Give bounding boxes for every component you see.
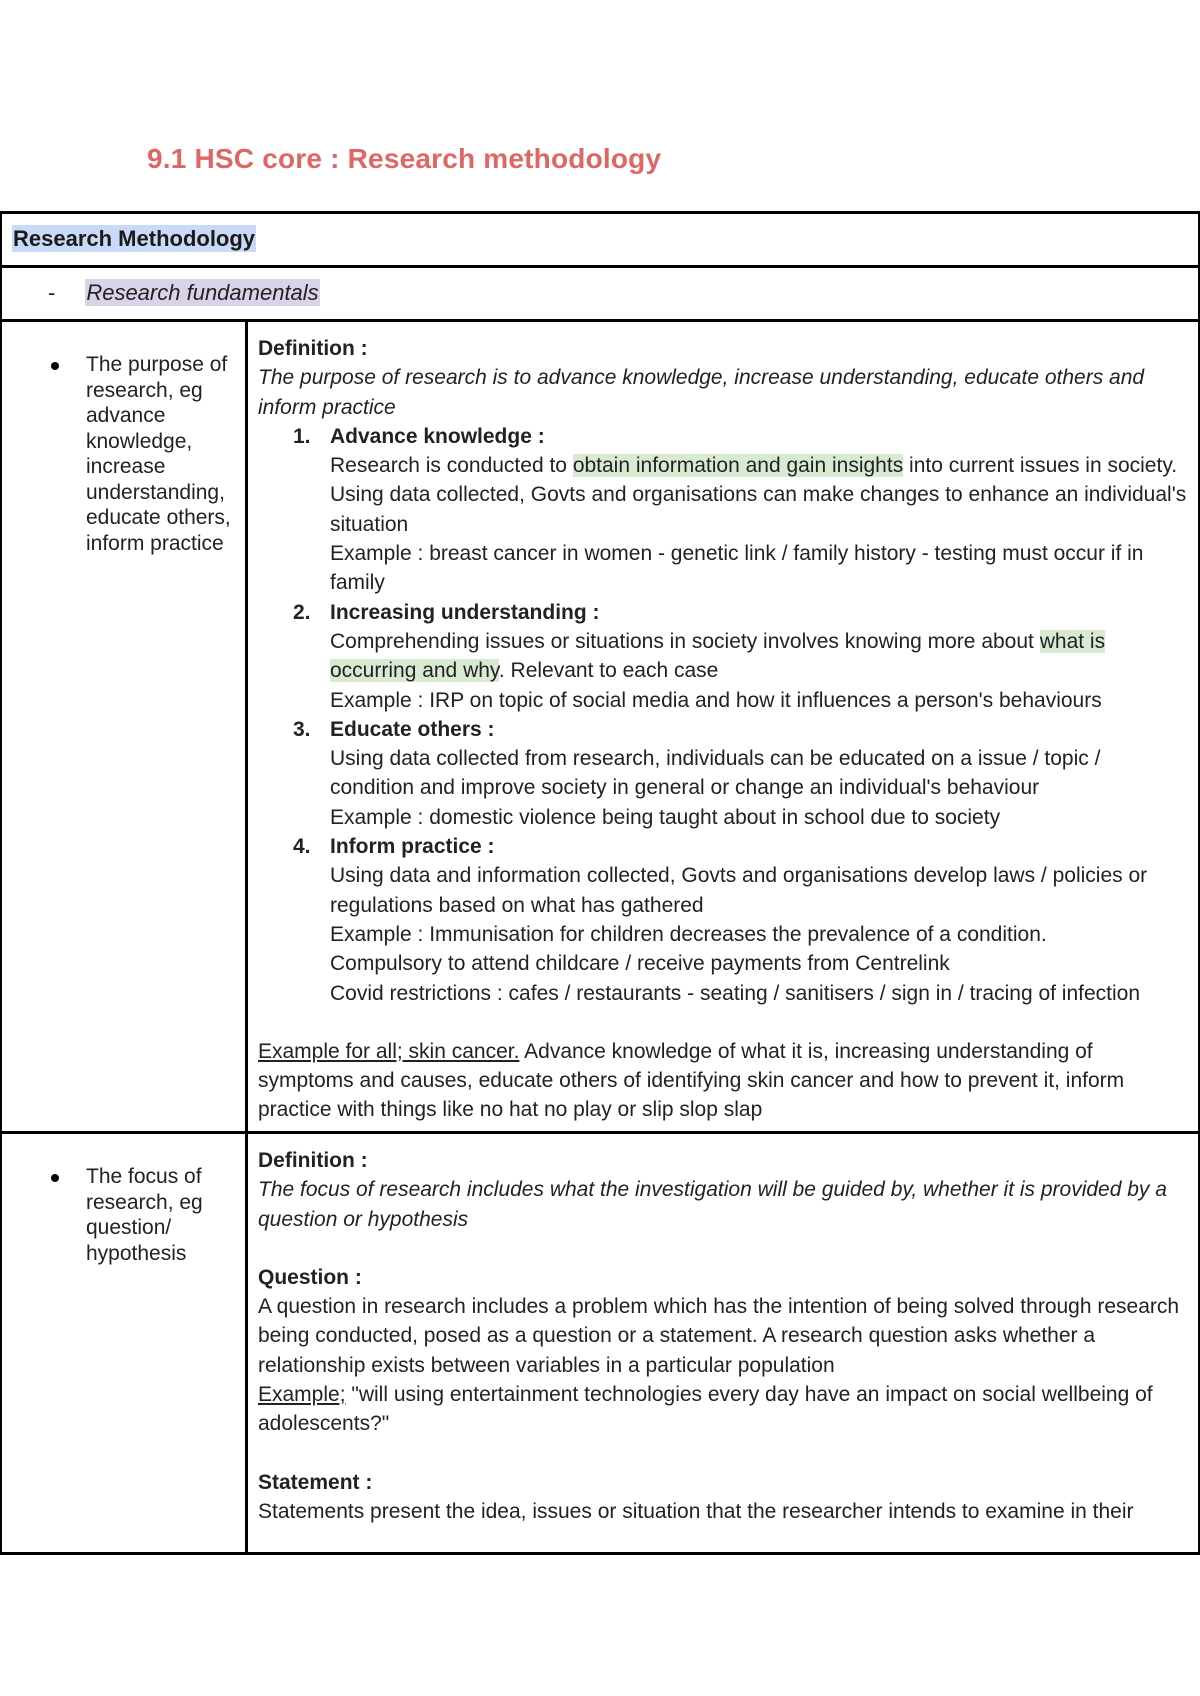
item-number: 3.	[293, 717, 311, 741]
section-heading: Research Methodology	[13, 226, 256, 251]
notes-table	[0, 211, 1200, 1555]
focus-notes-cell	[248, 1134, 1198, 1552]
item-text-pre: Comprehending issues or situations in society involves knowing more about	[330, 629, 1040, 653]
item-text-post: . Relevant to each case	[498, 659, 719, 683]
spacer	[258, 1439, 1188, 1468]
item-number: 1.	[293, 424, 311, 448]
item-example: Example : domestic violence being taught about in school due to society	[330, 805, 1001, 829]
question-example	[258, 1380, 1188, 1439]
purpose-topic-cell	[2, 322, 248, 1131]
list-item	[293, 715, 1188, 832]
definition-label: Definition :	[258, 1149, 368, 1172]
item-text-pre: Research is conducted to	[330, 454, 573, 478]
definition-label: Definition :	[258, 337, 368, 360]
question-label: Question :	[258, 1265, 362, 1289]
item-text: Using data and information collected, Govts and organisations develop laws / policies or regulations based on what has gathered	[330, 864, 1148, 917]
item-extra: Compulsory to attend childcare / receive payments from Centrelink	[330, 952, 950, 976]
subheading-row	[2, 268, 1198, 322]
example-for-all-text: Advance knowledge of what it is, increasing understanding of symptoms and causes, educate others of identifying skin cancer and how to prevent it, inform practice with things like no hat no play or slip slop slap	[258, 1039, 1125, 1122]
purpose-points-list	[258, 422, 1188, 1008]
list-item	[293, 832, 1188, 1008]
focus-topic: The focus of research, eg question/ hypothesis	[86, 1165, 203, 1265]
page-title: 9.1 HSC core : Research methodology	[147, 143, 662, 174]
item-extra: Covid restrictions : cafes / restaurants - seating / sanitisers / sign in / tracing of infection	[330, 981, 1141, 1005]
item-label: Increasing understanding :	[330, 600, 600, 624]
purpose-row	[2, 322, 1198, 1134]
focus-topic-cell	[2, 1134, 248, 1552]
item-text	[330, 451, 1188, 539]
item-number: 2.	[293, 600, 311, 624]
item-label: Educate others :	[330, 717, 495, 741]
highlighted-phrase: what is occurring and why	[330, 629, 1106, 683]
highlighted-phrase: obtain information and gain insights	[572, 454, 904, 478]
dash-bullet: -	[48, 280, 56, 305]
spacer	[258, 1234, 1188, 1263]
item-label: Advance knowledge :	[330, 424, 545, 448]
item-example: Example : Immunisation for children decreases the prevalence of a condition.	[330, 922, 1047, 946]
item-example: Example : IRP on topic of social media and how it influences a person's behaviours	[330, 688, 1102, 712]
example-for-all-label: Example for all; skin cancer.	[258, 1039, 520, 1063]
question-text: A question in research includes a problem which has the intention of being solved through research being conducted, posed as a question or a statement. A research question asks whether a relationship exists between variables in a particular population	[258, 1295, 1180, 1377]
list-item	[293, 598, 1188, 715]
example-for-all	[258, 1037, 1188, 1125]
example-text: "will using entertainment technologies every day have an impact on social wellbeing of adolescents?"	[258, 1383, 1153, 1436]
subheading: Research fundamentals	[86, 280, 319, 305]
purpose-notes-cell	[248, 322, 1198, 1131]
list-item	[293, 422, 1188, 598]
table-heading-row	[2, 214, 1198, 268]
item-example: Example : breast cancer in women - genetic link / family history - testing must occur if in family	[330, 542, 1144, 595]
item-number: 4.	[293, 835, 311, 859]
bullet-icon	[51, 1174, 59, 1182]
purpose-topic: The purpose of research, eg advance knowledge, increase understanding, educate others, inform practice	[86, 353, 231, 555]
example-label: Example;	[258, 1383, 346, 1407]
statement-label: Statement :	[258, 1470, 373, 1494]
item-text: Using data collected from research, individuals can be educated on a issue / topic / condition and improve society in general or change an individual's behaviour	[330, 747, 1101, 800]
item-text-post: into current issues in society. Using data collected, Govts and organisations can make changes to enhance an individual's situation	[330, 454, 1187, 536]
definition-text: The purpose of research is to advance knowledge, increase understanding, educate others and inform practice	[258, 366, 1145, 419]
item-text	[330, 627, 1188, 686]
focus-row	[2, 1134, 1198, 1555]
bullet-icon	[51, 362, 59, 370]
statement-text: Statements present the idea, issues or situation that the researcher intends to examine in their	[258, 1499, 1134, 1523]
definition-text: The focus of research includes what the investigation will be guided by, whether it is provided by a question or hypothesis	[258, 1178, 1167, 1231]
spacer	[258, 1008, 1188, 1037]
item-label: Inform practice :	[330, 835, 495, 859]
